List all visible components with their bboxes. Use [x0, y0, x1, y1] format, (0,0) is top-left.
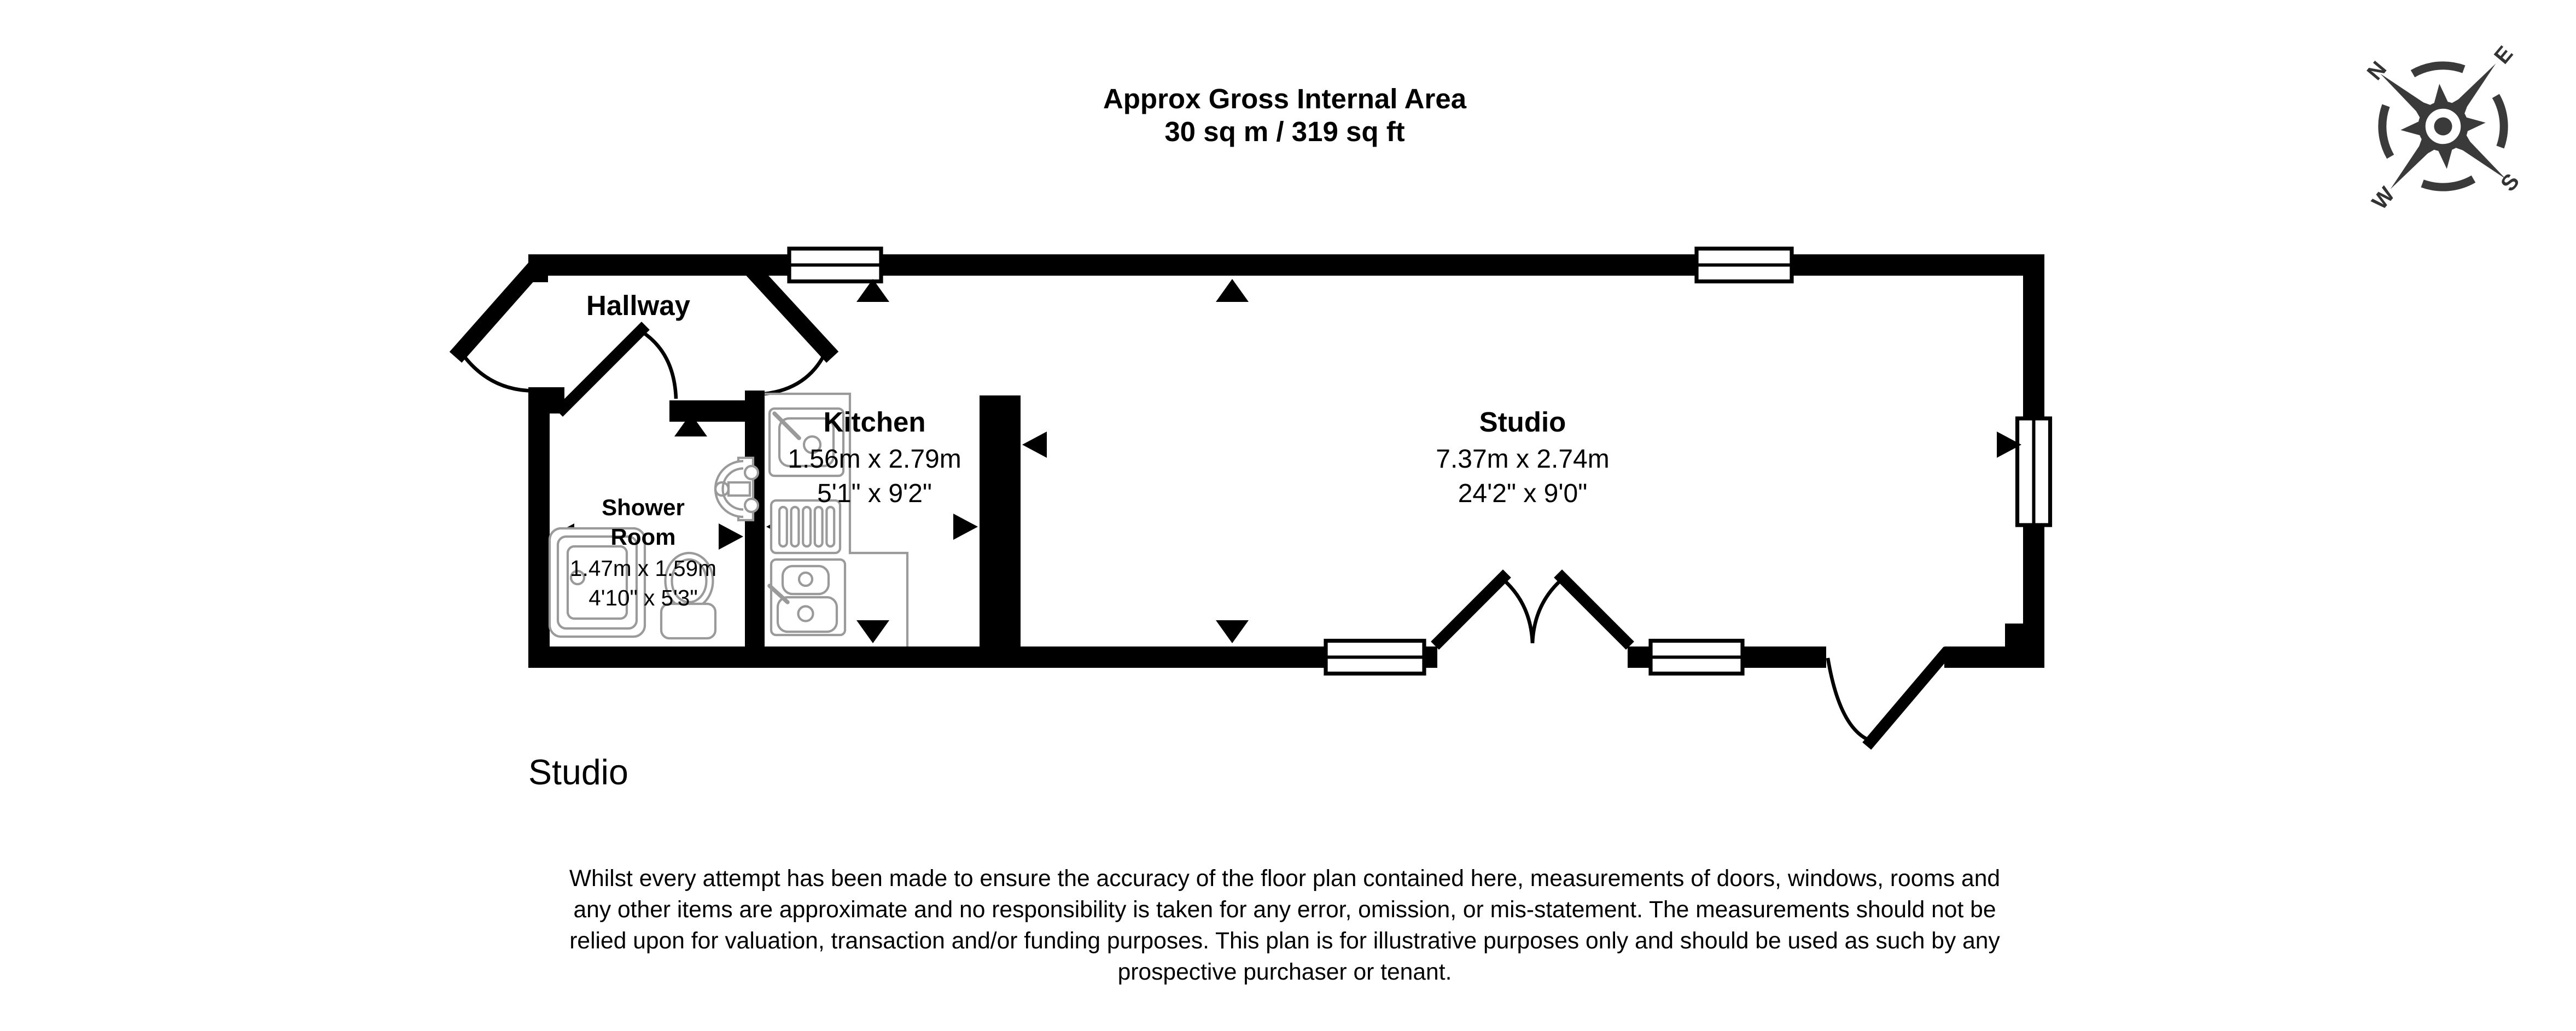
- basin-icon: [715, 458, 758, 520]
- shower-arrow-right-icon: [719, 523, 743, 550]
- window-top-left: [789, 249, 881, 282]
- bottom-right-step: [2005, 624, 2023, 646]
- kitchen-arrow-right-icon: [953, 514, 978, 540]
- disclaimer-line-1: Whilst every attempt has been made to ensure the accuracy of the floor plan contained here, measurements of doors, windows, rooms and: [569, 865, 2001, 892]
- compass-label-e: E: [2488, 40, 2518, 69]
- kitchen-dim-imperial: 5'1" x 9'2": [817, 479, 932, 509]
- kitchen-label: Kitchen: [823, 406, 926, 438]
- window-right: [2018, 418, 2050, 525]
- hallway-label: Hallway: [586, 290, 690, 322]
- compass-star-icon: [2328, 11, 2559, 242]
- compass-label-w: W: [2367, 182, 2400, 214]
- floor-plan: [461, 249, 2050, 742]
- kitchen-dim-metric: 1.56m x 2.79m: [788, 445, 961, 474]
- shower-room-dim-metric: 1.47m x 1.59m: [570, 556, 716, 581]
- shower-door-leaf: [563, 330, 642, 409]
- shower-room-label-line2: Room: [610, 524, 676, 550]
- studio-dim-imperial: 24'2" x 9'0": [1458, 479, 1588, 509]
- disclaimer-line-4: prospective purchaser or tenant.: [1117, 959, 1452, 986]
- title-block: [1103, 83, 1467, 147]
- entry-door-arc: [463, 354, 541, 391]
- window-bottom-right: [1651, 641, 1742, 674]
- shower-room-dim-imperial: 4'10" x 5'3": [588, 585, 698, 611]
- compass-label-n: N: [2362, 56, 2392, 85]
- hallway-left-diagonal-wall: [461, 266, 537, 351]
- plan-title-label: Studio: [528, 753, 628, 793]
- shower-room-label-line1: Shower: [602, 494, 685, 521]
- french-door-right-arc: [1532, 579, 1562, 643]
- compass-label-s: S: [2495, 168, 2525, 196]
- french-door-left-leaf: [1439, 578, 1503, 642]
- compass-rose: [2300, 0, 2576, 270]
- disclaimer-block: [569, 865, 2001, 985]
- disclaimer-line-2: any other items are approximate and no responsibility is taken for any error, omission, or mis-statement. The measurements should not be: [573, 896, 1996, 923]
- kitchen-arrow-down-icon: [856, 620, 889, 643]
- french-door-right-leaf: [1562, 578, 1626, 642]
- french-door-left-arc: [1503, 579, 1532, 643]
- shower-kitchen-divider-wall: [745, 391, 765, 668]
- kitchen-drainer-icon: [771, 500, 840, 553]
- kitchen-double-sink-icon: [770, 560, 845, 635]
- shower-door-arc: [642, 331, 676, 399]
- left-wall: [528, 387, 550, 668]
- studio-label: Studio: [1479, 406, 1566, 438]
- window-top-right: [1697, 249, 1792, 282]
- studio-arrow-down-icon: [1216, 620, 1249, 643]
- title-line-2: 30 sq m / 319 sq ft: [1164, 116, 1405, 148]
- kitchen-studio-divider-wall: [980, 395, 1021, 668]
- studio-arrow-up-icon: [1216, 279, 1249, 302]
- studio-arrow-left-icon: [1022, 432, 1047, 458]
- title-line-1: Approx Gross Internal Area: [1103, 83, 1467, 115]
- kitchen-door-arc: [765, 353, 825, 394]
- shower-top-wall: [669, 400, 745, 422]
- disclaimer-line-3: relied upon for valuation, transaction and/or funding purposes. This plan is for illustrative purposes only and should be used as such by any: [569, 928, 2000, 954]
- french-door-opening: [1437, 643, 1628, 671]
- studio-dim-metric: 7.37m x 2.74m: [1436, 445, 1610, 474]
- window-bottom-left: [1326, 641, 1424, 674]
